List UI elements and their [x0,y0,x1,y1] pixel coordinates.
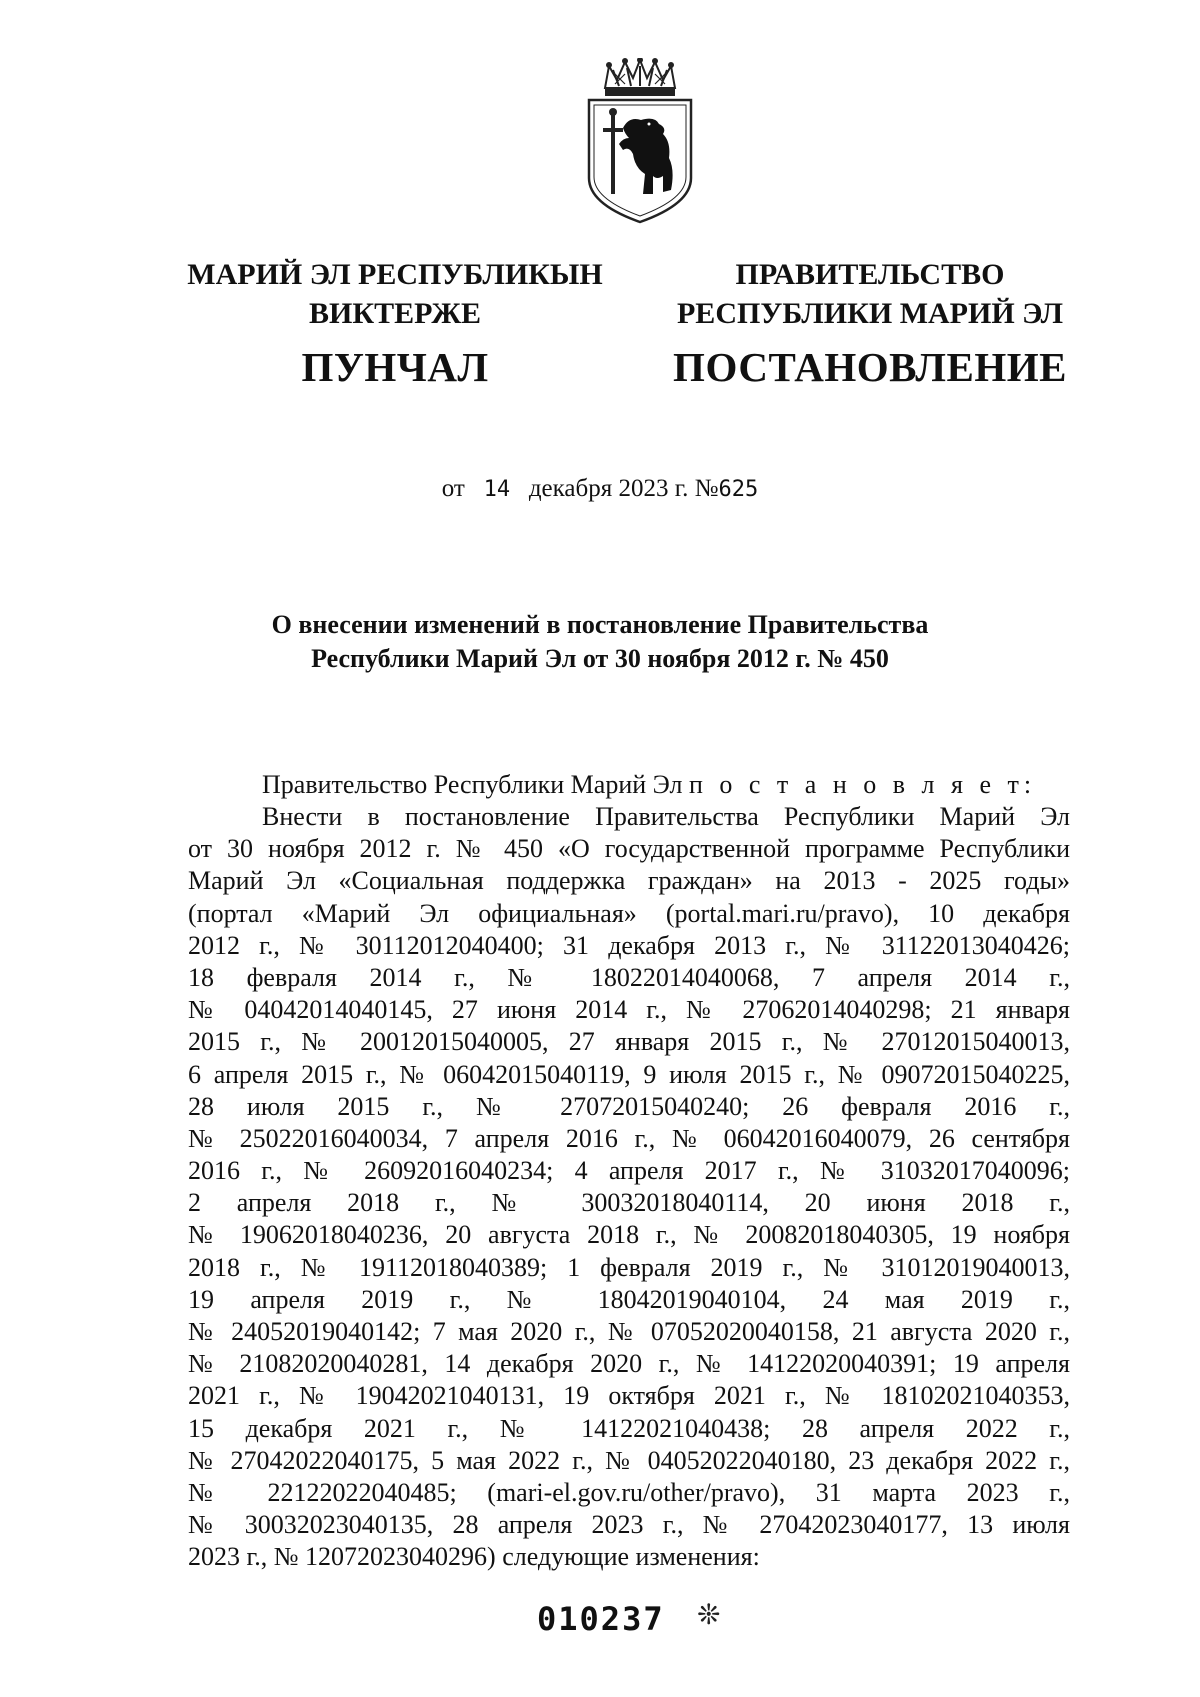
body-line: 19 апреля 2019 г., № 18042019040104, 24 мая 2019 г., [188,1284,1070,1314]
decree-subject: Правительство Республики Марий Эл [262,770,683,799]
header-right-line1: ПРАВИТЕЛЬСТВО [735,258,1005,291]
body-line: № 19062018040236, 20 августа 2018 г., № 20082018040305, 19 ноября [188,1220,1070,1250]
body-line: № 22122022040485; (mari-el.gov.ru/other/pravo), 31 марта 2023 г., [188,1477,1070,1507]
body-line: № 30032023040135, 28 апреля 2023 г., № 27042023040177, 13 июля [188,1510,1070,1540]
body-line: 6 апреля 2015 г., № 06042015040119, 9 июля 2015 г., № 09072015040225, [188,1059,1070,1089]
header-left-line2: ВИКТЕРЖЕ [308,297,482,330]
body-line: Марий Эл «Социальная поддержка граждан» на 2013 - 2025 годы» [188,866,1070,896]
date-prefix: от [441,475,465,502]
body-line: от 30 ноября 2012 г. № 450 «О государственной программе Республики [188,834,1070,864]
date-day: 14 [483,477,511,502]
body-line: 2016 г., № 26092016040234; 4 апреля 2017 г., № 31032017040096; [188,1156,1070,1186]
date-line [0,474,1200,505]
serial-star-icon: ❊ [697,1600,721,1631]
body-line: 15 декабря 2021 г., № 14122021040438; 28 апреля 2022 г., [188,1413,1070,1443]
header-right-line2: РЕСПУБЛИКИ МАРИЙ ЭЛ [676,297,1063,330]
body-line: 28 июля 2015 г., № 27072015040240; 26 февраля 2016 г., [188,1091,1070,1121]
body-line: (портал «Марий Эл официальная» (portal.mari.ru/pravo), 10 декабря [188,898,1070,928]
document-title-line1: О внесении изменений в постановление Правительства [271,610,929,639]
serial-number: 010237 [537,1600,665,1638]
body-line: № 25022016040034, 7 апреля 2016 г., № 06042016040079, 26 сентября [188,1123,1070,1153]
body-line: Внести в постановление Правительства Республики Марий Эл [262,802,1070,831]
decree-line [262,769,1036,801]
body-line: 2018 г., № 19112018040389; 1 февраля 2019 г., № 31012019040013, [188,1252,1070,1282]
body-line: 2 апреля 2018 г., № 30032018040114, 20 июня 2018 г., [188,1188,1070,1218]
body-line: 18 февраля 2014 г., № 18022014040068, 7 апреля 2014 г., [188,962,1070,992]
body-line: № 24052019040142; 7 мая 2020 г., № 07052020040158, 21 августа 2020 г., [188,1317,1070,1346]
document-number: 625 [718,477,759,502]
document-title-line2: Республики Марий Эл от 30 ноября 2012 г. № 450 [311,644,889,673]
body-line: 2023 г., № 12072023040296) следующие изменения: [188,1542,760,1572]
body-line: 2021 г., № 19042021040131, 19 октября 2021 г., № 18102021040353, [188,1381,1070,1411]
body-line: № 27042022040175, 5 мая 2022 г., № 04052022040180, 23 декабря 2022 г., [188,1445,1070,1475]
header-left-line1: МАРИЙ ЭЛ РЕСПУБЛИКЫН [187,258,603,291]
date-month-year: декабря 2023 г. № [528,475,719,502]
body-line: № 04042014040145, 27 июня 2014 г., № 27062014040298; 21 января [188,995,1070,1025]
header-right-doc-type: ПОСТАНОВЛЕНИЕ [673,344,1067,390]
body-line: 2015 г., № 20012015040005, 27 января 2015 г., № 27012015040013, [188,1027,1070,1057]
body-paragraph [188,801,1070,1574]
coat-of-arms-emblem [583,58,697,228]
body-line: 2012 г., № 30112012040400; 31 декабря 2013 г., № 31122013040426; [188,930,1070,960]
body-line: № 21082020040281, 14 декабря 2020 г., № 14122020040391; 19 апреля [188,1349,1070,1379]
header-left-doc-type: ПУНЧАЛ [301,344,489,390]
decree-verb: п о с т а н о в л я е т: [688,770,1037,799]
